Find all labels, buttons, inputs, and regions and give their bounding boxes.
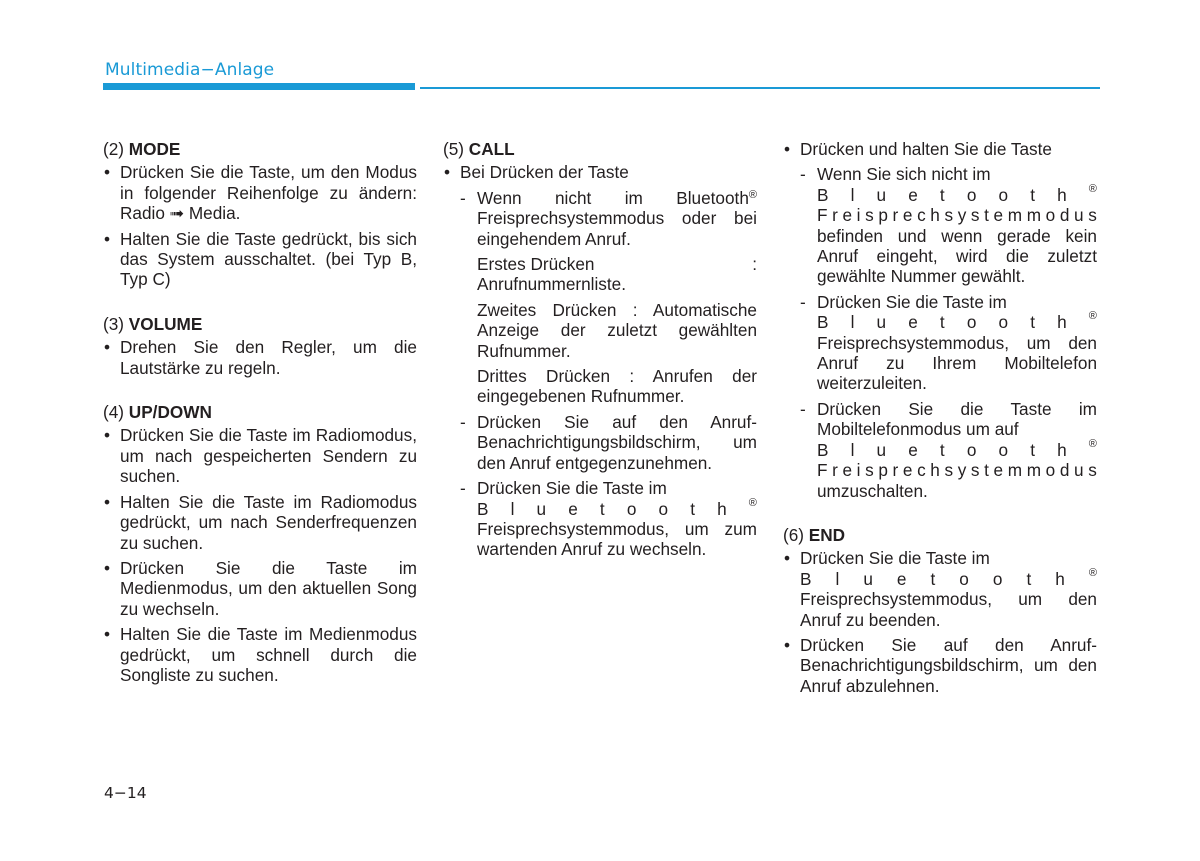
spaced-letter: o: [992, 568, 1003, 589]
spaced-letter: h: [1057, 184, 1067, 205]
spaced-letter: o: [966, 184, 977, 205]
list-item-text: • Drücken Sie die Taste im: [800, 548, 990, 569]
freisprech-spaced-word: [817, 205, 1097, 225]
spaced-letter: B: [800, 568, 812, 589]
page-number: 4−14: [104, 784, 147, 802]
spaced-letter: o: [966, 312, 977, 333]
spaced-letter: d: [1059, 205, 1070, 226]
spaced-letter: h: [930, 205, 940, 226]
heading-call: [443, 139, 757, 159]
column-3: [783, 139, 1097, 701]
heading-number: (5): [443, 139, 465, 159]
spaced-letter: s: [865, 460, 874, 481]
spaced-letter: B: [817, 439, 829, 460]
sub-item: - Drücken Sie auf den Anruf-Benachrichtigungsbildschirm, um den Anruf entgegenzunehmen.: [443, 412, 757, 473]
spaced-letter: i: [856, 205, 861, 226]
heading-mode: [103, 139, 417, 159]
bluetooth-spaced-word: [817, 437, 1097, 460]
spaced-letter: B: [817, 312, 829, 333]
spaced-letter: t: [984, 205, 989, 226]
sub-item-text: - Wenn Sie sich nicht im: [817, 164, 991, 185]
header-rule-accent: [103, 83, 415, 90]
spaced-letter: t: [930, 568, 936, 589]
section-title: Multimedia−Anlage: [105, 60, 275, 80]
spaced-letter: t: [599, 498, 605, 519]
spaced-letter: e: [993, 205, 1004, 226]
spaced-letter: u: [876, 439, 887, 460]
spaced-letter: e: [908, 439, 918, 460]
spaced-letter: m: [1007, 205, 1023, 226]
spaced-letter: t: [939, 184, 945, 205]
heading-label: END: [808, 524, 846, 545]
sub-item-text: Freisprechsystemmodus, um zum wartenden Anruf zu wechseln.: [477, 518, 757, 560]
spaced-letter: s: [865, 205, 874, 226]
sub-item-text: - Drücken Sie die Taste im: [477, 478, 667, 499]
spaced-letter: B: [817, 184, 829, 205]
press-step: [443, 254, 757, 295]
spaced-letter: o: [998, 439, 1009, 460]
list-item: • Drehen Sie den Regler, um die Lautstärke zu regeln.: [103, 337, 417, 378]
spaced-letter: e: [902, 460, 913, 481]
spaced-letter: o: [998, 312, 1009, 333]
column-1: [103, 139, 417, 690]
list-item: • Halten Sie die Taste im Radiomodus gedrückt, um nach Senderfrequenzen zu suchen.: [103, 492, 417, 553]
registered-mark: ®: [748, 496, 757, 509]
sub-item-line: - Wenn nicht im Bluetooth®: [477, 187, 757, 208]
registered-mark: ®: [1088, 437, 1097, 450]
list-item: • Drücken und halten Sie die Taste: [783, 139, 1097, 159]
bluetooth-spaced-word: [477, 496, 757, 519]
spaced-letter: u: [863, 568, 873, 589]
spaced-letter: u: [876, 184, 887, 205]
registered-mark: ®: [1088, 182, 1097, 195]
press-step-line: Erstes Drücken :: [477, 254, 757, 275]
list-item-text: Freisprechsystemmodus, um den Anruf zu beenden.: [800, 589, 1097, 630]
sub-item-text: - Drücken Sie die Taste im Mobiltelefonmodus um auf: [817, 398, 1097, 440]
spaced-letter: l: [850, 312, 855, 333]
spaced-letter: t: [1030, 184, 1035, 205]
spaced-letter: t: [1026, 568, 1032, 589]
heading-label: UP/DOWN: [128, 402, 212, 423]
list-item: • Drücken Sie die Taste im Radiomodus, um nach gespeicherten Sendern zu suchen.: [103, 425, 417, 486]
spaced-letter: y: [957, 460, 967, 481]
heading-label: VOLUME: [128, 313, 203, 334]
bluetooth-spaced-word: [817, 312, 1097, 332]
spaced-letter: t: [1030, 439, 1035, 460]
bluetooth-spaced-word: [800, 566, 1097, 589]
spaced-letter: p: [878, 460, 888, 481]
registered-mark: ®: [1088, 310, 1097, 323]
sub-item: [443, 188, 757, 249]
registered-mark: ®: [1088, 566, 1097, 579]
spaced-letter: F: [817, 205, 828, 226]
sub-item: [783, 164, 1097, 286]
spaced-letter: o: [966, 439, 977, 460]
spaced-letter: l: [510, 498, 515, 519]
heading-updown: [103, 402, 417, 422]
spaced-letter: o: [1045, 460, 1056, 481]
spaced-letter: e: [908, 312, 918, 333]
spaced-letter: s: [1088, 460, 1097, 481]
spaced-letter: d: [1059, 460, 1070, 481]
spaced-letter: e: [993, 460, 1004, 481]
spaced-letter: h: [1055, 568, 1065, 589]
heading-label: CALL: [468, 139, 515, 159]
sub-item: [443, 478, 757, 560]
spaced-letter: t: [1030, 312, 1035, 333]
sub-item-text: Freisprechsystemmodus, um den Anruf zu Ihrem Mobiltelefon weiterzuleiten.: [817, 332, 1097, 394]
spaced-letter: c: [917, 205, 926, 226]
list-item: • Halten Sie die Taste im Medienmodus gedrückt, um schnell durch die Songliste zu suchen.: [103, 624, 417, 685]
bluetooth-spaced-word: [817, 182, 1097, 205]
sub-item-text: - Drücken Sie die Taste im: [817, 291, 1007, 312]
heading-number: (6): [783, 524, 805, 545]
spaced-letter: h: [717, 498, 727, 519]
spaced-letter: e: [842, 205, 853, 226]
spaced-letter: t: [939, 312, 945, 333]
spaced-letter: l: [850, 184, 855, 205]
spaced-letter: l: [835, 568, 840, 589]
spaced-letter: c: [917, 460, 926, 481]
spaced-letter: o: [998, 184, 1009, 205]
spaced-letter: h: [1057, 312, 1067, 333]
heading-end: [783, 525, 1097, 545]
column-2: [443, 139, 757, 565]
spaced-letter: e: [902, 205, 913, 226]
spaced-letter: o: [658, 498, 669, 519]
list-item: • Drücken Sie die Taste im Medienmodus, um den aktuellen Song zu wechseln.: [103, 558, 417, 619]
heading-volume: [103, 314, 417, 334]
sub-item: [783, 399, 1097, 501]
sub-item-text: befinden und wenn gerade kein Anruf eingeht, wird die zuletzt gewählte Nummer gewählt.: [817, 225, 1097, 287]
spaced-letter: u: [876, 312, 887, 333]
sub-item-text: Freisprechsystemmodus oder bei eingehendem Anruf.: [477, 208, 757, 249]
spaced-letter: s: [944, 460, 954, 481]
press-step: Zweites Drücken : Automatische Anzeige der zuletzt gewählten Rufnummer.: [477, 299, 757, 361]
spaced-letter: s: [970, 460, 980, 481]
spaced-letter: r: [832, 205, 838, 226]
spaced-letter: o: [626, 498, 637, 519]
spaced-letter: u: [1074, 460, 1084, 481]
list-item: • Drücken Sie die Taste, um den Modus in folgender Reihenfolge zu ändern: Radio ➟ Media.: [103, 162, 417, 223]
list-item: • Drücken Sie auf den Anruf-Benachrichtigungsbildschirm, um den Anruf abzulehnen.: [783, 635, 1097, 696]
spaced-letter: r: [892, 460, 899, 481]
spaced-letter: B: [477, 498, 489, 519]
spaced-letter: u: [536, 498, 547, 519]
spaced-letter: o: [1045, 205, 1056, 226]
press-step: Drittes Drücken : Anrufen der eingegebenen Rufnummer.: [477, 366, 757, 407]
list-item: [783, 548, 1097, 630]
spaced-letter: e: [568, 498, 578, 519]
list-item: • Bei Drücken der Taste: [443, 162, 757, 182]
spaced-letter: F: [817, 460, 828, 481]
spaced-letter: m: [1007, 460, 1023, 481]
spaced-letter: i: [856, 460, 861, 481]
spaced-letter: r: [832, 460, 838, 481]
heading-label: MODE: [128, 139, 181, 159]
heading-number: (4): [103, 402, 125, 423]
spaced-letter: o: [959, 568, 969, 589]
spaced-letter: h: [930, 460, 940, 481]
spaced-letter: s: [970, 205, 980, 226]
freisprech-spaced-word: [817, 460, 1097, 480]
spaced-letter: m: [1026, 460, 1042, 481]
spaced-letter: s: [1088, 205, 1097, 226]
header-rule: [420, 87, 1100, 89]
spaced-letter: p: [878, 205, 888, 226]
spaced-letter: u: [1074, 205, 1084, 226]
sub-item-text: umzuschalten.: [817, 480, 928, 501]
spaced-letter: m: [1026, 205, 1042, 226]
spaced-letter: l: [850, 439, 855, 460]
spaced-letter: s: [944, 205, 954, 226]
spaced-letter: r: [892, 205, 899, 226]
spaced-letter: h: [1057, 439, 1067, 460]
spaced-letter: e: [896, 568, 907, 589]
sub-item: [783, 292, 1097, 394]
heading-number: (2): [103, 139, 125, 159]
spaced-letter: t: [984, 460, 989, 481]
spaced-letter: e: [842, 460, 853, 481]
spaced-letter: y: [957, 205, 967, 226]
spaced-letter: t: [690, 498, 695, 519]
spaced-letter: t: [939, 439, 945, 460]
list-item: • Halten Sie die Taste gedrückt, bis sich das System ausschaltet. (bei Typ B, Typ C): [103, 229, 417, 290]
spaced-letter: e: [908, 184, 918, 205]
heading-number: (3): [103, 313, 125, 334]
press-step-text: Anrufnummernliste.: [477, 274, 627, 295]
